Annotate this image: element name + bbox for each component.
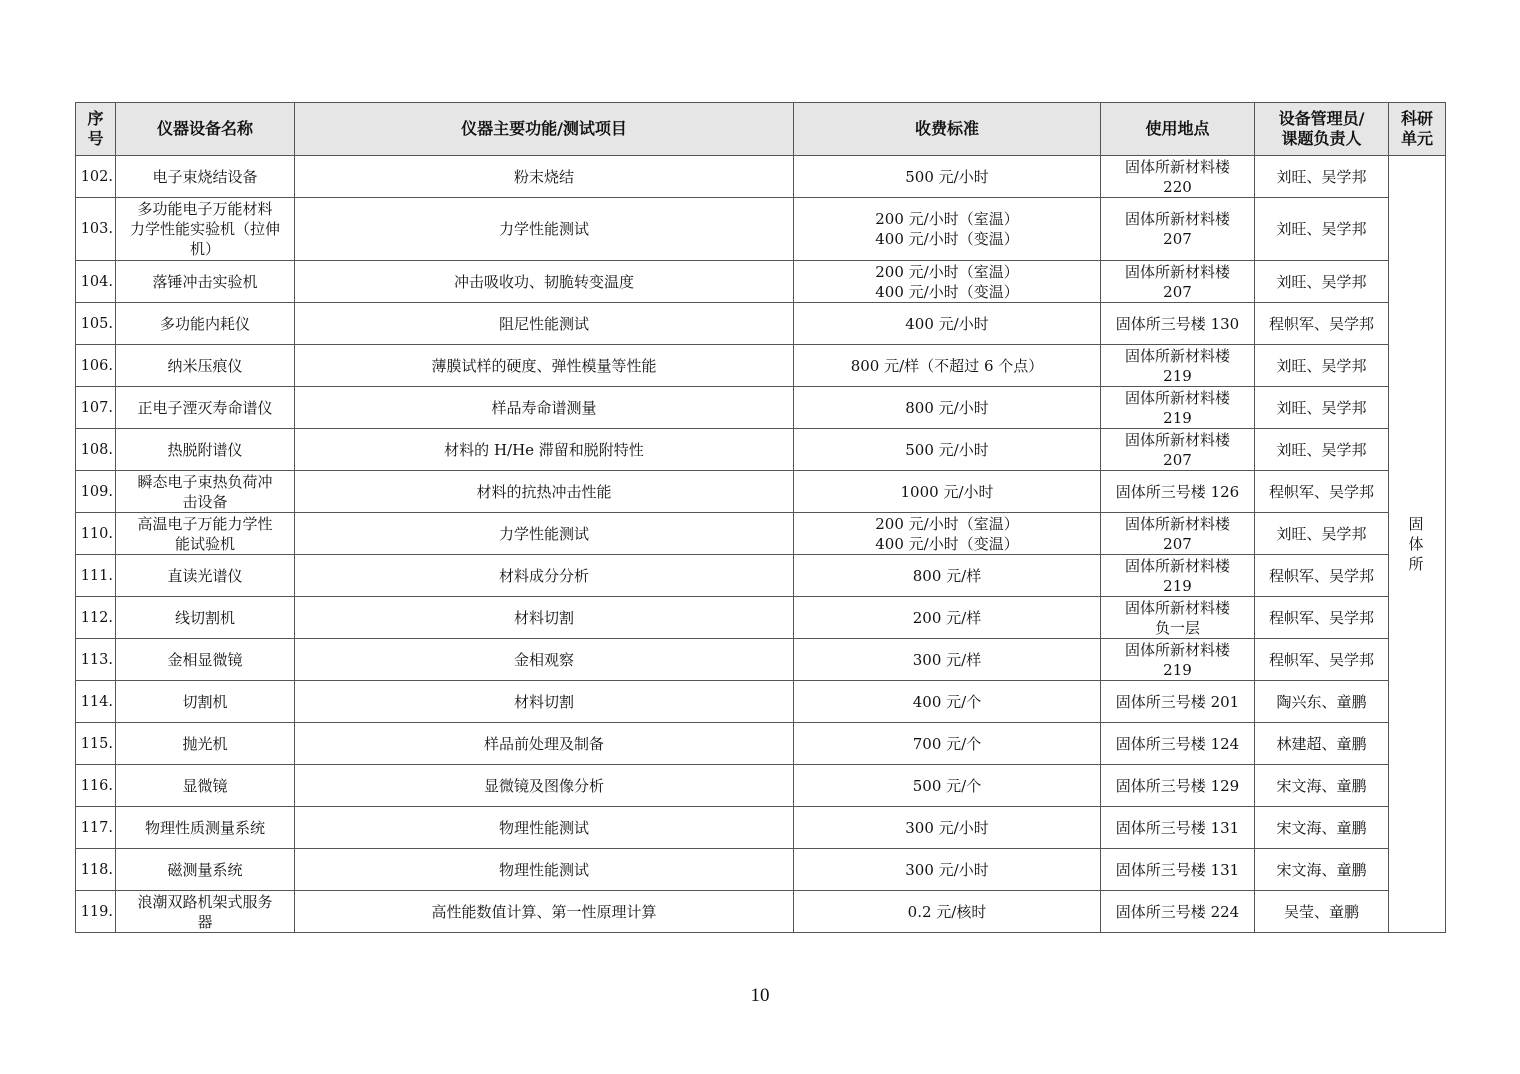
cell-name: 切割机 xyxy=(116,681,295,723)
cell-manager: 刘旺、吴学邦 xyxy=(1255,261,1389,303)
cell-fee: 0.2 元/核时 xyxy=(794,891,1101,933)
table-row xyxy=(76,387,1446,429)
cell-name: 物理性质测量系统 xyxy=(116,807,295,849)
table-row xyxy=(76,807,1446,849)
cell-function: 物理性能测试 xyxy=(295,807,794,849)
cell-fee: 300 元/样 xyxy=(794,639,1101,681)
cell-name: 浪潮双路机架式服务 器 xyxy=(116,891,295,933)
cell-function: 阻尼性能测试 xyxy=(295,303,794,345)
cell-unit: 固 体 所 xyxy=(1389,156,1446,933)
table-row xyxy=(76,639,1446,681)
header-location: 使用地点 xyxy=(1101,103,1255,156)
cell-location: 固体所三号楼 126 xyxy=(1101,471,1255,513)
table-row xyxy=(76,198,1446,261)
cell-function: 粉末烧结 xyxy=(295,156,794,198)
page-number: 10 xyxy=(750,985,770,1006)
cell-location: 固体所新材料楼 207 xyxy=(1101,198,1255,261)
cell-manager: 程帜军、吴学邦 xyxy=(1255,471,1389,513)
cell-fee: 200 元/样 xyxy=(794,597,1101,639)
cell-manager: 刘旺、吴学邦 xyxy=(1255,387,1389,429)
cell-fee: 400 元/个 xyxy=(794,681,1101,723)
cell-seq: 112. xyxy=(76,597,116,639)
cell-location: 固体所三号楼 130 xyxy=(1101,303,1255,345)
cell-name: 高温电子万能力学性 能试验机 xyxy=(116,513,295,555)
cell-location: 固体所新材料楼 219 xyxy=(1101,345,1255,387)
header-name: 仪器设备名称 xyxy=(116,103,295,156)
header-fee: 收费标准 xyxy=(794,103,1101,156)
cell-seq: 118. xyxy=(76,849,116,891)
table-row xyxy=(76,765,1446,807)
table-row xyxy=(76,891,1446,933)
cell-location: 固体所新材料楼 负一层 xyxy=(1101,597,1255,639)
cell-fee: 400 元/小时 xyxy=(794,303,1101,345)
cell-fee: 200 元/小时（室温） 400 元/小时（变温） xyxy=(794,198,1101,261)
cell-manager: 刘旺、吴学邦 xyxy=(1255,198,1389,261)
cell-name: 磁测量系统 xyxy=(116,849,295,891)
cell-fee: 1000 元/小时 xyxy=(794,471,1101,513)
cell-location: 固体所三号楼 201 xyxy=(1101,681,1255,723)
cell-location: 固体所新材料楼 219 xyxy=(1101,639,1255,681)
table-row xyxy=(76,156,1446,198)
cell-fee: 200 元/小时（室温） 400 元/小时（变温） xyxy=(794,513,1101,555)
cell-name: 金相显微镜 xyxy=(116,639,295,681)
cell-function: 材料的 H/He 滞留和脱附特性 xyxy=(295,429,794,471)
cell-location: 固体所三号楼 124 xyxy=(1101,723,1255,765)
cell-name: 正电子湮灭寿命谱仪 xyxy=(116,387,295,429)
cell-manager: 宋文海、童鹏 xyxy=(1255,765,1389,807)
cell-fee: 300 元/小时 xyxy=(794,807,1101,849)
cell-seq: 102. xyxy=(76,156,116,198)
cell-location: 固体所三号楼 131 xyxy=(1101,807,1255,849)
table-row xyxy=(76,723,1446,765)
table-row xyxy=(76,471,1446,513)
cell-fee: 800 元/样（不超过 6 个点） xyxy=(794,345,1101,387)
cell-name: 瞬态电子束热负荷冲 击设备 xyxy=(116,471,295,513)
cell-location: 固体所三号楼 131 xyxy=(1101,849,1255,891)
cell-manager: 宋文海、童鹏 xyxy=(1255,849,1389,891)
cell-fee: 500 元/小时 xyxy=(794,429,1101,471)
cell-location: 固体所新材料楼 219 xyxy=(1101,387,1255,429)
cell-function: 力学性能测试 xyxy=(295,198,794,261)
cell-manager: 林建超、童鹏 xyxy=(1255,723,1389,765)
cell-manager: 程帜军、吴学邦 xyxy=(1255,639,1389,681)
cell-fee: 500 元/小时 xyxy=(794,156,1101,198)
cell-manager: 宋文海、童鹏 xyxy=(1255,807,1389,849)
table-header xyxy=(76,103,1446,156)
cell-fee: 700 元/个 xyxy=(794,723,1101,765)
cell-function: 材料成分分析 xyxy=(295,555,794,597)
header-manager: 设备管理员/ 课题负责人 xyxy=(1255,103,1389,156)
cell-seq: 108. xyxy=(76,429,116,471)
cell-fee: 200 元/小时（室温） 400 元/小时（变温） xyxy=(794,261,1101,303)
cell-function: 样品寿命谱测量 xyxy=(295,387,794,429)
cell-function: 材料切割 xyxy=(295,597,794,639)
cell-location: 固体所新材料楼 207 xyxy=(1101,513,1255,555)
cell-function: 冲击吸收功、韧脆转变温度 xyxy=(295,261,794,303)
table-row xyxy=(76,429,1446,471)
header-seq: 序 号 xyxy=(76,103,116,156)
cell-manager: 程帜军、吴学邦 xyxy=(1255,555,1389,597)
table-row xyxy=(76,597,1446,639)
cell-location: 固体所新材料楼 219 xyxy=(1101,555,1255,597)
cell-manager: 刘旺、吴学邦 xyxy=(1255,156,1389,198)
cell-function: 金相观察 xyxy=(295,639,794,681)
cell-seq: 116. xyxy=(76,765,116,807)
cell-manager: 吴莹、童鹏 xyxy=(1255,891,1389,933)
table-row xyxy=(76,555,1446,597)
cell-name: 热脱附谱仪 xyxy=(116,429,295,471)
cell-location: 固体所新材料楼 207 xyxy=(1101,261,1255,303)
cell-manager: 程帜军、吴学邦 xyxy=(1255,303,1389,345)
table-row xyxy=(76,345,1446,387)
cell-name: 落锤冲击实验机 xyxy=(116,261,295,303)
cell-seq: 109. xyxy=(76,471,116,513)
cell-fee: 300 元/小时 xyxy=(794,849,1101,891)
cell-seq: 114. xyxy=(76,681,116,723)
cell-location: 固体所新材料楼 220 xyxy=(1101,156,1255,198)
cell-function: 显微镜及图像分析 xyxy=(295,765,794,807)
cell-fee: 500 元/个 xyxy=(794,765,1101,807)
cell-seq: 113. xyxy=(76,639,116,681)
cell-function: 高性能数值计算、第一性原理计算 xyxy=(295,891,794,933)
cell-seq: 103. xyxy=(76,198,116,261)
table-body xyxy=(76,156,1446,933)
cell-manager: 程帜军、吴学邦 xyxy=(1255,597,1389,639)
cell-seq: 119. xyxy=(76,891,116,933)
cell-name: 线切割机 xyxy=(116,597,295,639)
cell-location: 固体所新材料楼 207 xyxy=(1101,429,1255,471)
cell-seq: 107. xyxy=(76,387,116,429)
cell-name: 纳米压痕仪 xyxy=(116,345,295,387)
cell-function: 物理性能测试 xyxy=(295,849,794,891)
table-row xyxy=(76,849,1446,891)
cell-function: 力学性能测试 xyxy=(295,513,794,555)
cell-seq: 117. xyxy=(76,807,116,849)
cell-name: 电子束烧结设备 xyxy=(116,156,295,198)
cell-name: 多功能电子万能材料 力学性能实验机（拉伸 机） xyxy=(116,198,295,261)
table-row xyxy=(76,261,1446,303)
cell-manager: 刘旺、吴学邦 xyxy=(1255,429,1389,471)
cell-name: 直读光谱仪 xyxy=(116,555,295,597)
cell-seq: 115. xyxy=(76,723,116,765)
cell-seq: 106. xyxy=(76,345,116,387)
cell-location: 固体所三号楼 129 xyxy=(1101,765,1255,807)
cell-name: 抛光机 xyxy=(116,723,295,765)
cell-manager: 刘旺、吴学邦 xyxy=(1255,345,1389,387)
equipment-table xyxy=(75,102,1446,933)
cell-manager: 刘旺、吴学邦 xyxy=(1255,513,1389,555)
table-row xyxy=(76,513,1446,555)
cell-fee: 800 元/小时 xyxy=(794,387,1101,429)
cell-function: 薄膜试样的硬度、弹性模量等性能 xyxy=(295,345,794,387)
table-row xyxy=(76,303,1446,345)
cell-name: 显微镜 xyxy=(116,765,295,807)
cell-seq: 105. xyxy=(76,303,116,345)
cell-name: 多功能内耗仪 xyxy=(116,303,295,345)
cell-location: 固体所三号楼 224 xyxy=(1101,891,1255,933)
table-row xyxy=(76,681,1446,723)
cell-function: 材料切割 xyxy=(295,681,794,723)
cell-fee: 800 元/样 xyxy=(794,555,1101,597)
cell-function: 样品前处理及制备 xyxy=(295,723,794,765)
header-unit: 科研 单元 xyxy=(1389,103,1446,156)
header-function: 仪器主要功能/测试项目 xyxy=(295,103,794,156)
cell-function: 材料的抗热冲击性能 xyxy=(295,471,794,513)
cell-seq: 111. xyxy=(76,555,116,597)
cell-seq: 110. xyxy=(76,513,116,555)
cell-seq: 104. xyxy=(76,261,116,303)
cell-manager: 陶兴东、童鹏 xyxy=(1255,681,1389,723)
